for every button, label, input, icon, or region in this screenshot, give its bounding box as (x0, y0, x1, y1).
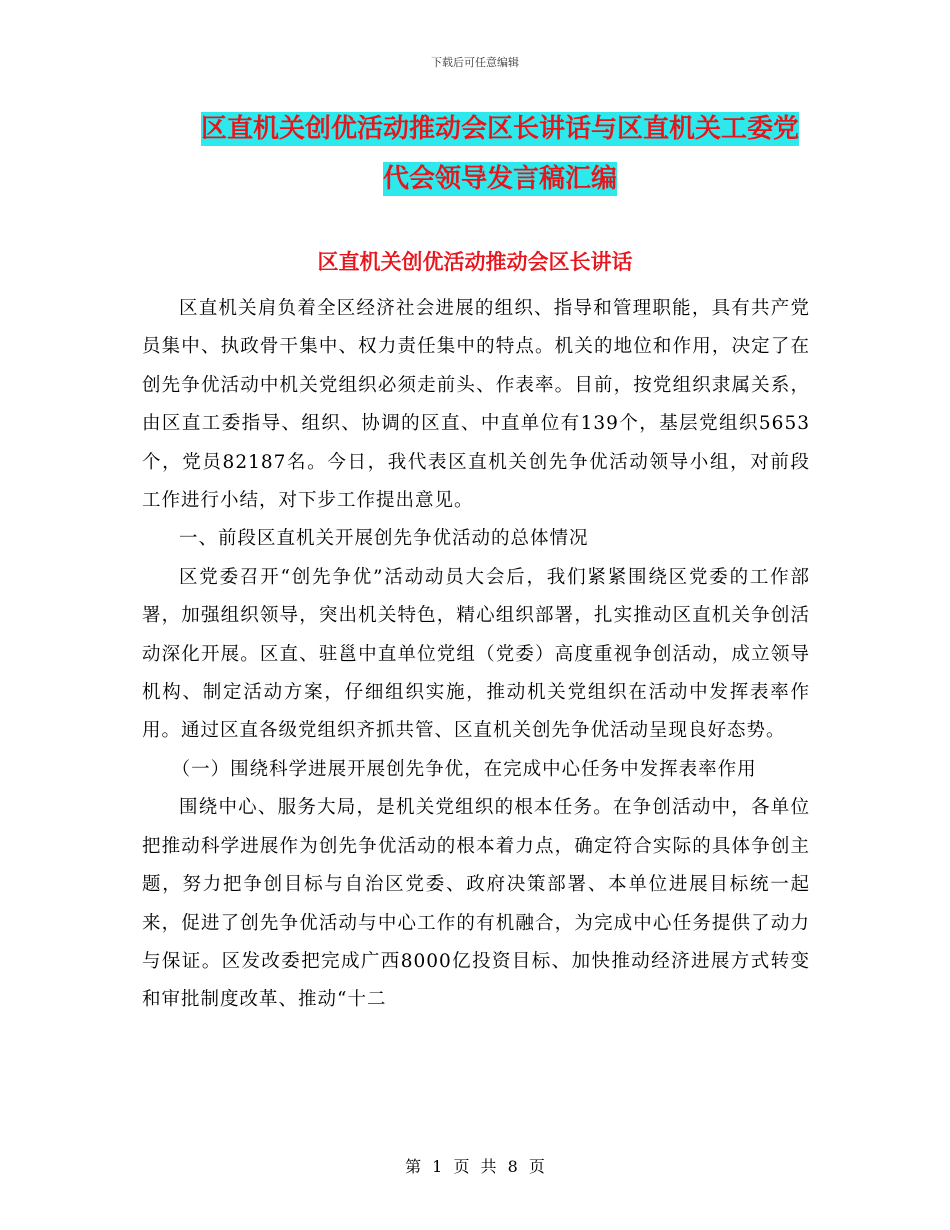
paragraph: 围绕中心、服务大局，是机关党组织的根本任务。在争创活动中，各单位把推动科学进展作为创先争优活动的根本着力点，确定符合实际的具体争创主题，努力把争创目标与自治区党委、政府决策部署、本单位进展目标统一起来，促进了创先争优活动与中心工作的有机融合，为完成中心任务提供了动力与保证。区发改委把完成广西8000亿投资目标、加快推动经济进展方式转变和审批制度改革、推动“十二 (142, 797, 810, 1011)
paragraph: 区党委召开“创先争优”活动动员大会后，我们紧紧围绕区党委的工作部署，加强组织领导，突出机关特色，精心组织部署，扎实推动区直机关争创活动深化开展。区直、驻邕中直单位党组（党委）高度重视争创活动，成立领导机构、制定活动方案，仔细组织实施，推动机关党组织在活动中发挥表率作用。通过区直各级党组织齐抓共管、区直机关创先争优活动呈现良好态势。 (142, 566, 810, 742)
paragraph: 区直机关肩负着全区经济社会进展的组织、指导和管理职能，具有共产党员集中、执政骨干集中、权力责任集中的特点。机关的地位和作用，决定了在创先争优活动中机关党组织必须走前头、作表率。目前，按党组织隶属关系，由区直工委指导、组织、协调的区直、中直单位有139个，基层党组织5653个，党员82187名。今日，我代表区直机关创先争优活动领导小组，对前段工作进行小结，对下步工作提出意见。 (142, 298, 810, 512)
document-title (120, 104, 880, 204)
page-footer: 第 1 页 共 8 页 (405, 1157, 545, 1176)
subheading-item-one: （一）围绕科学进展开展创先争优，在完成中心任务中发挥表率作用 (171, 758, 757, 780)
document-title-line-1: 区直机关创优活动推动会区长讲话与区直机关工委党 (200, 114, 799, 144)
heading-part-one: 一、前段区直机关开展创先争优活动的总体情况 (179, 528, 589, 550)
body-text (142, 290, 810, 1020)
section-title: 区直机关创优活动推动会区长讲话 (317, 250, 633, 274)
document-title-line-2: 代会领导发言稿汇编 (382, 164, 617, 194)
header-note: 下载后可任意编辑 (431, 56, 519, 69)
